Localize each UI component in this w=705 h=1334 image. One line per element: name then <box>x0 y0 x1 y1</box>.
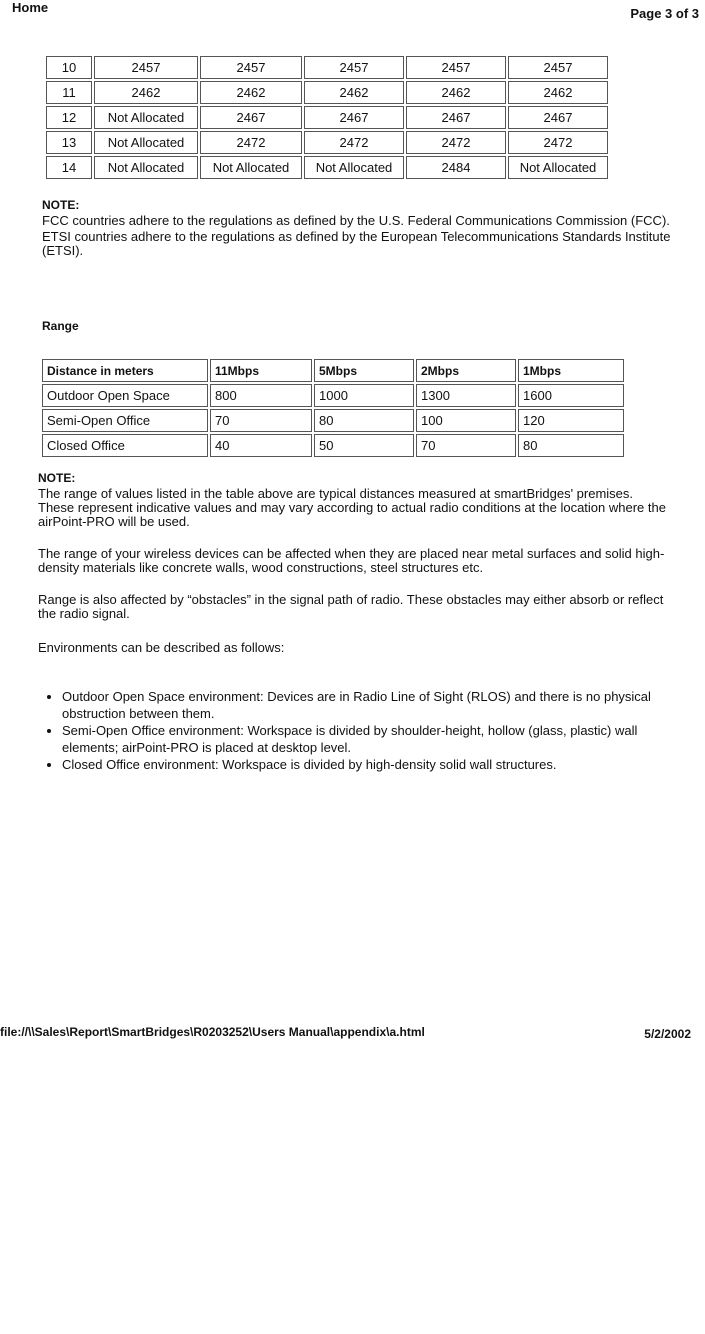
list-item: • Outdoor Open Space environment: Devices are in Radio Line of Sight (RLOS) and there is no physical obstruction between them. <box>62 688 652 722</box>
table-row <box>46 106 608 129</box>
range-header-cell: 1Mbps <box>518 359 624 382</box>
freq-cell: 2467 <box>304 106 404 129</box>
range-env-cell: Outdoor Open Space <box>42 384 208 407</box>
print-date: 5/2/2002 <box>644 1027 691 1041</box>
freq-cell: Not Allocated <box>304 156 404 179</box>
freq-cell: 2462 <box>508 81 608 104</box>
note-range <box>38 471 668 655</box>
freq-cell: 2457 <box>94 56 198 79</box>
channel-cell: 11 <box>46 81 92 104</box>
channel-table-wrap <box>44 54 610 181</box>
range-note-paragraph: Range is also affected by “obstacles” in the signal path of radio. These obstacles may either absorb or reflect the radio signal. <box>38 592 664 621</box>
table-row <box>46 81 608 104</box>
range-value-cell: 100 <box>416 409 516 432</box>
channel-cell: 14 <box>46 156 92 179</box>
range-header-cell: 5Mbps <box>314 359 414 382</box>
range-value-cell: 1600 <box>518 384 624 407</box>
table-row <box>42 409 624 432</box>
freq-cell: 2472 <box>304 131 404 154</box>
range-note-paragraph: The range of values listed in the table above are typical distances measured at smartBridges' premises. These represent indicative values and may vary according to actual radio conditions at the location where the airPoint-PRO will be used. <box>38 486 666 529</box>
environment-list <box>22 688 652 773</box>
range-note-paragraph: Environments can be described as follows: <box>38 640 285 655</box>
note-etsi-line: ETSI countries adhere to the regulations as defined by the European Telecommunications Standards Institute (ETSI). <box>42 229 671 258</box>
freq-cell: 2457 <box>304 56 404 79</box>
table-row <box>42 384 624 407</box>
freq-cell: 2472 <box>406 131 506 154</box>
environment-list-wrap <box>22 688 652 773</box>
freq-cell: 2467 <box>406 106 506 129</box>
table-header-row <box>42 359 624 382</box>
range-value-cell: 80 <box>314 409 414 432</box>
freq-cell: 2467 <box>200 106 302 129</box>
freq-cell: 2457 <box>508 56 608 79</box>
freq-cell: 2462 <box>200 81 302 104</box>
range-env-cell: Closed Office <box>42 434 208 457</box>
freq-cell: 2472 <box>508 131 608 154</box>
range-table <box>40 357 626 459</box>
table-row <box>42 434 624 457</box>
range-env-cell: Semi-Open Office <box>42 409 208 432</box>
freq-cell: Not Allocated <box>94 131 198 154</box>
freq-cell: Not Allocated <box>508 156 608 179</box>
freq-cell: 2457 <box>406 56 506 79</box>
note-label: NOTE: <box>42 198 80 212</box>
range-header-cell: Distance in meters <box>42 359 208 382</box>
range-value-cell: 80 <box>518 434 624 457</box>
range-title: Range <box>42 319 79 333</box>
range-header-cell: 2Mbps <box>416 359 516 382</box>
channel-cell: 13 <box>46 131 92 154</box>
file-path: file://\\Sales\Report\SmartBridges\R0203252\Users Manual\appendix\a.html <box>0 1025 425 1039</box>
table-row <box>46 156 608 179</box>
page-indicator: Page 3 of 3 <box>630 6 699 21</box>
range-note-paragraph: The range of your wireless devices can be affected when they are placed near metal surfaces and solid high-density materials like concrete walls, wood constructions, steel structures etc. <box>38 546 665 575</box>
range-header-cell: 11Mbps <box>210 359 312 382</box>
note-fcc-line: FCC countries adhere to the regulations as defined by the U.S. Federal Communications Commission (FCC). <box>42 213 670 228</box>
range-value-cell: 120 <box>518 409 624 432</box>
range-value-cell: 800 <box>210 384 312 407</box>
freq-cell: 2484 <box>406 156 506 179</box>
freq-cell: Not Allocated <box>94 106 198 129</box>
range-value-cell: 40 <box>210 434 312 457</box>
range-value-cell: 70 <box>416 434 516 457</box>
range-value-cell: 50 <box>314 434 414 457</box>
range-value-cell: 1000 <box>314 384 414 407</box>
freq-cell: 2457 <box>200 56 302 79</box>
channel-cell: 10 <box>46 56 92 79</box>
list-item: • Closed Office environment: Workspace is divided by high-density solid wall structures. <box>62 756 652 773</box>
range-value-cell: 1300 <box>416 384 516 407</box>
table-row <box>46 131 608 154</box>
list-item: • Semi-Open Office environment: Workspace is divided by shoulder-height, hollow (glass, plastic) wall elements; airPoint-PRO is placed at desktop level. <box>62 722 652 756</box>
channel-cell: 12 <box>46 106 92 129</box>
home-link[interactable]: Home <box>12 0 49 15</box>
freq-cell: 2462 <box>304 81 404 104</box>
note-fcc-etsi <box>42 198 672 258</box>
range-table-wrap <box>40 357 626 459</box>
table-row <box>46 56 608 79</box>
freq-cell: Not Allocated <box>94 156 198 179</box>
freq-cell: 2462 <box>94 81 198 104</box>
freq-cell: 2462 <box>406 81 506 104</box>
channel-table <box>44 54 610 181</box>
note-label: NOTE: <box>38 471 76 485</box>
freq-cell: 2467 <box>508 106 608 129</box>
range-value-cell: 70 <box>210 409 312 432</box>
freq-cell: 2472 <box>200 131 302 154</box>
freq-cell: Not Allocated <box>200 156 302 179</box>
